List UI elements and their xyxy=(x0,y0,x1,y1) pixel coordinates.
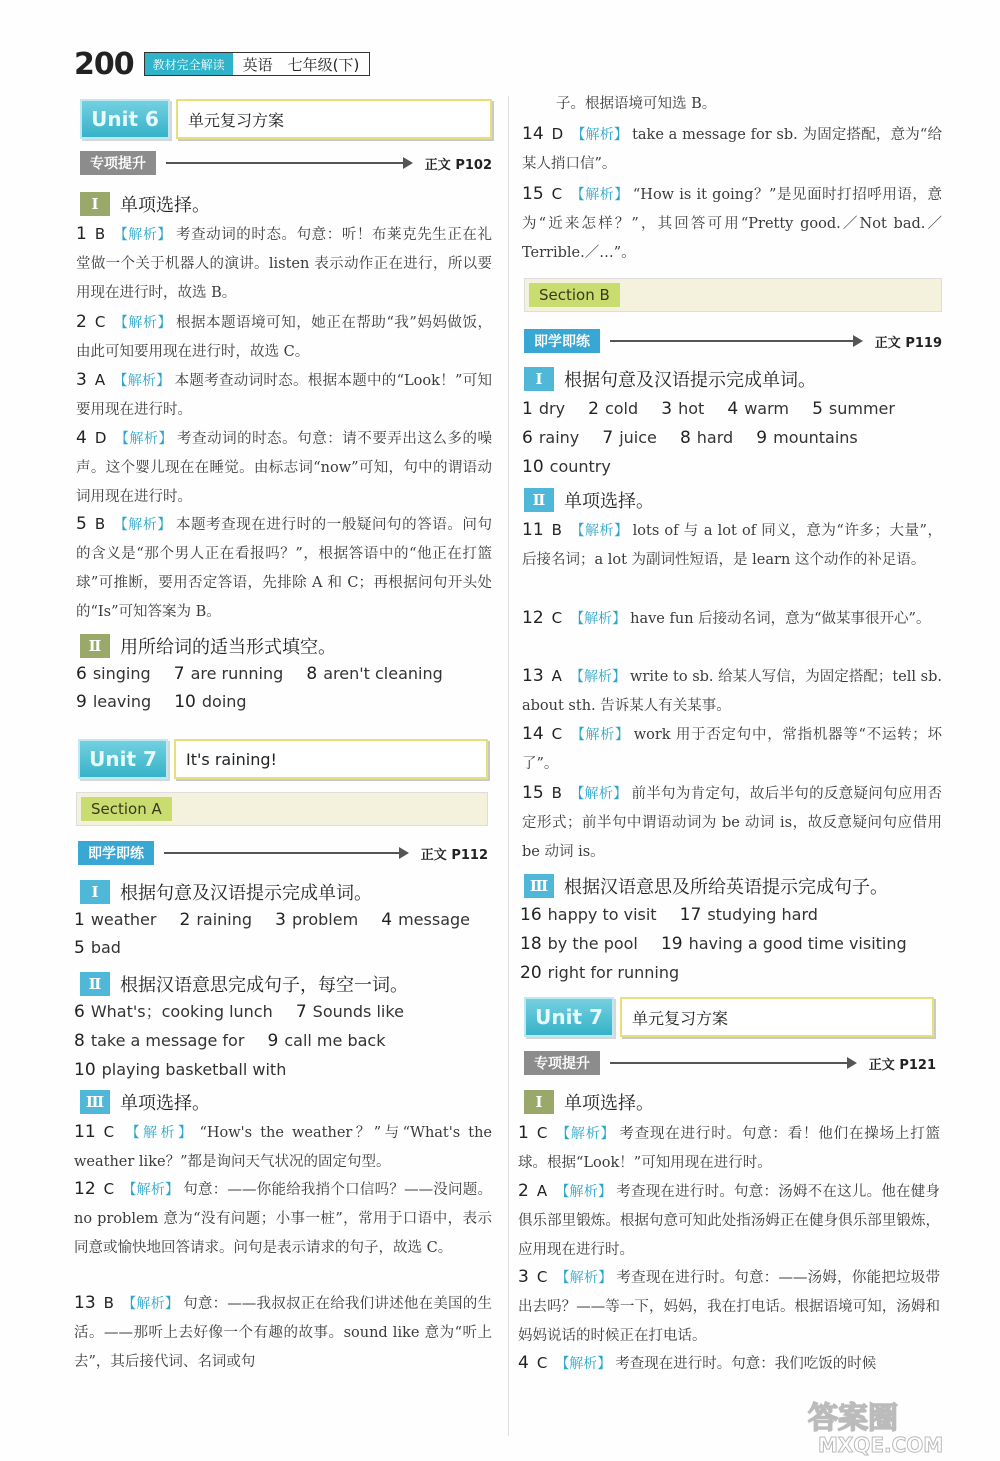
item-answer: A xyxy=(551,667,562,685)
roman-numeral: Ⅱ xyxy=(80,972,110,996)
analysis-label: 【解析】 xyxy=(122,1182,180,1198)
item-number: 6 xyxy=(74,1002,85,1022)
item-answer: C xyxy=(551,609,563,627)
word-answers-row xyxy=(74,906,470,934)
item-text: 句意：——你能给我捎个口信吗？——没问题。no problem 意为“没有问题；小事一桩”，常用于口语中，表示同意或愉快地回答请求。问句是表示请求的句子，故选 C。 xyxy=(74,1182,493,1256)
right-q3-head xyxy=(524,872,888,900)
unit6-tag: Unit 6 xyxy=(80,99,170,139)
answer-value: playing basketball with xyxy=(101,1060,287,1079)
answer-value: country xyxy=(549,457,611,476)
sentence-answers-row xyxy=(520,901,818,929)
answer-item xyxy=(522,779,942,867)
item-answer: C xyxy=(536,1268,548,1286)
unit7-review-heading xyxy=(524,994,934,1040)
item-text: “How's the weather？”与“What's the weather like？”都是询问天气状况的固定句型。 xyxy=(74,1125,493,1170)
answer-value: aren't cleaning xyxy=(323,664,443,683)
answer-item xyxy=(522,662,942,721)
answer-value: cold xyxy=(604,399,639,418)
item-number: 5 xyxy=(812,399,823,419)
item-number: 3 xyxy=(76,370,87,390)
question-title: 根据句意及汉语提示完成单词。 xyxy=(120,883,372,904)
item-number: 3 xyxy=(275,910,286,930)
arrow-line xyxy=(164,852,407,854)
sectionb-sub-tag: 即学即练 xyxy=(524,329,600,353)
unit7-sub-tag: 即学即练 xyxy=(78,841,154,865)
item-text: have fun 后接动名词，意为“做某事很开心”。 xyxy=(630,611,931,627)
unit7-review-subbar xyxy=(524,1050,936,1076)
roman-numeral: Ⅲ xyxy=(524,874,554,898)
answer-item xyxy=(518,1349,940,1379)
item-number: 6 xyxy=(522,428,533,448)
item-number: 19 xyxy=(660,934,683,954)
answer-item xyxy=(518,1263,940,1351)
unit6-page-ref: 正文 P102 xyxy=(424,157,492,173)
answer-item xyxy=(522,604,942,634)
item-answer: D xyxy=(94,429,107,447)
item-text: 前半句为肯定句，故后半句的反意疑问句应用否定形式；前半句中谓语动词为 be 动词 is，故反意疑问句应借用 be 动词 is。 xyxy=(522,786,943,860)
word-answers-row xyxy=(74,934,121,962)
item-number: 18 xyxy=(520,934,542,954)
item-answer: C xyxy=(536,1354,548,1372)
item-number: 9 xyxy=(267,1031,279,1051)
item-number: 16 xyxy=(520,905,542,925)
answer-item xyxy=(76,366,492,425)
unit7-review-tag: Unit 7 xyxy=(524,997,614,1037)
watermark-site: MXQE.COM xyxy=(818,1433,944,1456)
item-text: take a message for sb. 为固定搭配，意为“给某人捎口信”。 xyxy=(522,127,942,172)
item-answer: C xyxy=(551,725,563,743)
item-number: 15 xyxy=(522,184,544,204)
word-answers-row xyxy=(522,453,611,481)
item-number: 13 xyxy=(522,666,544,686)
item-answer: B xyxy=(94,515,106,533)
item-number: 9 xyxy=(76,692,87,712)
item-number: 4 xyxy=(76,428,87,448)
unit6-title: 单元复习方案 xyxy=(176,99,492,139)
item-text: 本题考查现在进行时的一般疑问句的答语。问句的含义是“那个男人正在看报吗？”，根据答语中的“他正在打篮球”可推断，要用否定答语，先排除 A 和 C；再根据问句开头处的“Is”可知答案为 B。 xyxy=(76,517,492,620)
analysis-label: 【解析】 xyxy=(555,1126,616,1142)
question-title: 根据句意及汉语提示完成单词。 xyxy=(564,370,816,391)
fill-answers-row xyxy=(76,660,443,688)
item-number: 7 xyxy=(173,664,185,684)
item-number: 15 xyxy=(522,783,544,803)
answer-value: call me back xyxy=(284,1031,386,1050)
item-number: 7 xyxy=(295,1002,307,1022)
page-number: 200 xyxy=(74,46,134,82)
analysis-label: 【解析】 xyxy=(114,431,174,447)
analysis-label: 【解析】 xyxy=(569,786,628,802)
header-box xyxy=(144,52,371,76)
item-answer: D xyxy=(551,125,564,143)
item-number: 10 xyxy=(174,692,196,712)
answer-value: problem xyxy=(291,910,359,929)
item-answer: C xyxy=(536,1124,548,1142)
unit7-page-ref: 正文 P112 xyxy=(420,847,488,863)
item-text: write to sb. 给某人写信，为固定搭配；tell sb. about sth. 告诉某人有关某事。 xyxy=(522,669,942,714)
item-number: 2 xyxy=(588,399,599,419)
item-number: 13 xyxy=(74,1293,96,1313)
item-text: 考查动词的时态。句意：听！布莱克先生正在礼堂做一个关于机器人的演讲。listen 表示动作正在进行，所以要用现在进行时，故选 B。 xyxy=(76,227,492,301)
answer-value: right for running xyxy=(547,963,680,982)
analysis-label: 【解析】 xyxy=(571,127,629,143)
roman-numeral: Ⅱ xyxy=(524,488,554,512)
sentence-answers-row xyxy=(520,930,907,958)
analysis-label: 【解析】 xyxy=(569,669,626,685)
answer-value: Sounds like xyxy=(312,1002,404,1021)
item-text: lots of 与 a lot of 同义，意为“许多；大量”，后接名词；a lot 为副词性短语，是 learn 这个动作的补足语。 xyxy=(522,523,943,568)
item-text: work 用于否定句中，常指机器等“不运转；坏了”。 xyxy=(522,727,942,772)
item-number: 8 xyxy=(74,1031,85,1051)
item-number: 4 xyxy=(727,399,739,419)
item-number: 1 xyxy=(74,910,85,930)
answer-item xyxy=(74,1289,492,1377)
item-number: 3 xyxy=(518,1267,529,1287)
item-number: 2 xyxy=(179,910,191,930)
roman-numeral: Ⅰ xyxy=(524,1090,554,1114)
item-answer: B xyxy=(94,225,106,243)
section-a-tag: Section A xyxy=(81,797,172,821)
item-answer: C xyxy=(94,313,106,331)
item-number: 2 xyxy=(76,312,87,332)
answer-item xyxy=(76,510,492,627)
answer-value: raining xyxy=(196,910,253,929)
answer-item xyxy=(76,308,492,367)
section-b-bar xyxy=(524,278,942,312)
analysis-label: 【解析】 xyxy=(113,315,172,331)
question-title: 根据汉语意思完成句子，每空一词。 xyxy=(120,975,408,996)
roman-numeral: Ⅲ xyxy=(80,1090,110,1114)
answer-value: singing xyxy=(92,664,151,683)
answer-value: happy to visit xyxy=(547,905,657,924)
analysis-label: 【解析】 xyxy=(121,1296,180,1312)
answer-value: dry xyxy=(538,399,566,418)
answer-value: hot xyxy=(678,399,705,418)
question-title: 单项选择。 xyxy=(564,491,654,512)
column-divider xyxy=(508,96,509,1436)
item-number: 1 xyxy=(76,224,87,244)
answer-value: weather xyxy=(90,910,157,929)
answer-value: having a good time visiting xyxy=(688,934,907,953)
word-answers-row xyxy=(522,395,895,423)
item-number: 4 xyxy=(381,910,393,930)
answer-value: message xyxy=(398,910,470,929)
sentence-answers-row xyxy=(520,959,679,987)
item-number: 14 xyxy=(522,724,544,744)
item-text: 考查现在进行时。句意：看！他们在操场上打篮球。根据“Look！”可知用现在进行时。 xyxy=(518,1126,941,1171)
analysis-label: 【解析】 xyxy=(113,227,172,243)
arrow-line xyxy=(166,162,411,164)
item-number: 12 xyxy=(522,608,544,628)
unit6-sub-tag: 专项提升 xyxy=(80,151,156,175)
unit6-subbar xyxy=(80,150,492,176)
answer-item xyxy=(74,1175,492,1263)
item-text: 本题考查动词时态。根据本题中的“Look！”可知要用现在进行时。 xyxy=(76,373,493,418)
answer-value: bad xyxy=(90,938,121,957)
right-q1-head xyxy=(524,365,816,393)
item-text: 考查现在进行时。句意：我们吃饭的时候 xyxy=(615,1356,877,1372)
item-answer: C xyxy=(103,1180,115,1198)
item-text: 考查现在进行时。句意：——汤姆，你能把垃圾带出去吗？——等一下，妈妈，我在打电话。根据语境可知，汤姆和妈妈说话的时候正在打电话。 xyxy=(518,1270,941,1344)
answer-value: by the pool xyxy=(547,934,638,953)
answer-value: leaving xyxy=(92,692,152,711)
item-answer: C xyxy=(551,185,563,203)
analysis-label: 【解析】 xyxy=(569,523,629,539)
answer-item xyxy=(518,1119,940,1178)
fill-answers-row xyxy=(76,688,247,716)
question-title: 用所给词的适当形式填空。 xyxy=(120,637,336,658)
answer-value: summer xyxy=(828,399,895,418)
item-number: 11 xyxy=(74,1122,96,1142)
item-answer: B xyxy=(551,521,562,539)
analysis-label: 【解析】 xyxy=(555,1270,613,1286)
roman-numeral: Ⅰ xyxy=(524,367,554,391)
item-number: 3 xyxy=(661,399,673,419)
analysis-label: 【解析】 xyxy=(555,1356,612,1372)
item-number: 8 xyxy=(306,664,318,684)
answer-item xyxy=(76,424,492,512)
answer-value: hard xyxy=(696,428,734,447)
answer-item xyxy=(76,220,492,308)
unit7-heading xyxy=(78,736,488,782)
sectionb-subbar xyxy=(524,328,942,354)
sentence-answers-row xyxy=(74,1027,385,1055)
answer-value: warm xyxy=(744,399,789,418)
analysis-label: 【解析】 xyxy=(122,1125,196,1141)
unit7-q1-head xyxy=(80,878,372,906)
item-number: 12 xyxy=(74,1179,96,1199)
question-title: 单项选择。 xyxy=(120,195,210,216)
arrow-line xyxy=(610,1062,855,1064)
item-number: 5 xyxy=(74,938,85,958)
analysis-label: 【解析】 xyxy=(570,187,629,203)
item-text: 考查动词的时态。句意：请不要弄出这么多的噪声。这个婴儿现在在睡觉。由标志词“now”可知，句中的谓语动词用现在进行时。 xyxy=(76,431,493,505)
item-text: 考查现在进行时。句意：汤姆不在这儿。他在健身俱乐部里锻炼。根据句意可知此处指汤姆正在健身俱乐部里锻炼，应用现在进行时。 xyxy=(518,1184,941,1258)
right-q4-head xyxy=(524,1088,654,1116)
answer-value: take a message for xyxy=(90,1031,245,1050)
item-number: 8 xyxy=(679,428,691,448)
item-number: 9 xyxy=(756,428,768,448)
sentence-answers-row xyxy=(74,1056,286,1084)
answer-value: juice xyxy=(619,428,657,447)
arrow-line xyxy=(610,340,861,342)
answer-value: doing xyxy=(201,692,247,711)
unit7-q3-head xyxy=(80,1088,210,1116)
item-number: 7 xyxy=(602,428,614,448)
analysis-label: 【解析】 xyxy=(113,517,172,533)
item-text: 根据本题语境可知，她正在帮助“我”妈妈做饭，由此可知要用现在进行时，故选 C。 xyxy=(76,315,493,360)
analysis-label: 【解析】 xyxy=(555,1184,613,1200)
answer-item xyxy=(518,1177,940,1265)
item-number: 20 xyxy=(520,963,542,983)
item-number: 6 xyxy=(76,664,87,684)
answer-item xyxy=(522,120,942,179)
continued-text: 子。根据语境可知选 B。 xyxy=(556,96,717,112)
item-number: 4 xyxy=(518,1353,529,1373)
answer-item xyxy=(522,720,942,779)
word-answers-row xyxy=(522,424,858,452)
unit7-q2-head xyxy=(80,970,408,998)
item-answer: C xyxy=(103,1123,115,1141)
answer-value: mountains xyxy=(773,428,858,447)
answer-item xyxy=(522,180,942,268)
item-number: 14 xyxy=(522,124,544,144)
unit7-subbar xyxy=(78,840,488,866)
answer-item xyxy=(522,516,942,575)
unit7-title: It's raining! xyxy=(174,739,488,779)
right-q2-head xyxy=(524,486,654,514)
unit7-review-title: 单元复习方案 xyxy=(620,997,934,1037)
item-number: 5 xyxy=(76,514,87,534)
item-text: “How is it going？”是见面时打招呼用语，意为“近来怎样？”，其回答可用“Pretty good.／Not bad.／Terrible.／…”。 xyxy=(522,187,942,261)
item-number: 1 xyxy=(522,399,533,419)
brand-label: 教材完全解读 xyxy=(145,53,233,75)
item-number: 1 xyxy=(518,1123,529,1143)
page-header xyxy=(74,44,370,84)
item-number: 10 xyxy=(74,1060,96,1080)
item-answer: B xyxy=(103,1294,114,1312)
question-title: 单项选择。 xyxy=(120,1093,210,1114)
answer-value: What's；cooking lunch xyxy=(90,1002,273,1021)
item-answer: B xyxy=(551,784,562,802)
sectionb-page-ref: 正文 P119 xyxy=(874,335,942,351)
unit7-tag: Unit 7 xyxy=(78,739,168,779)
item-number: 2 xyxy=(518,1181,529,1201)
item-answer: A xyxy=(536,1182,548,1200)
sentence-answers-row xyxy=(74,998,404,1026)
section-a-bar xyxy=(76,792,488,826)
answer-value: studying hard xyxy=(707,905,818,924)
unit6-heading xyxy=(80,96,492,142)
section-b-tag: Section B xyxy=(529,283,620,307)
item-number: 10 xyxy=(522,457,544,477)
watermark-text: 答案圈 xyxy=(808,1401,898,1436)
roman-numeral: Ⅰ xyxy=(80,880,110,904)
question-title: 单项选择。 xyxy=(564,1093,654,1114)
analysis-label: 【解析】 xyxy=(113,373,171,389)
roman-numeral: Ⅰ xyxy=(80,192,110,216)
item-answer: A xyxy=(94,371,106,389)
unit6-q1-head xyxy=(80,190,210,218)
roman-numeral: Ⅱ xyxy=(80,634,110,658)
watermark-logo xyxy=(798,1398,978,1456)
answer-value: are running xyxy=(190,664,284,683)
analysis-label: 【解析】 xyxy=(570,727,630,743)
unit7-review-sub-tag: 专项提升 xyxy=(524,1051,600,1075)
analysis-label: 【解析】 xyxy=(570,611,627,627)
unit7-review-page-ref: 正文 P121 xyxy=(868,1057,936,1073)
item-number: 17 xyxy=(679,905,702,925)
item-number: 11 xyxy=(522,520,544,540)
unit6-q2-head xyxy=(80,632,336,660)
answer-item xyxy=(74,1118,492,1177)
question-title: 根据汉语意思及所给英语提示完成句子。 xyxy=(564,877,888,898)
subject-label: 英语 七年级(下) xyxy=(242,55,360,74)
item-text: 句意：——我叔叔正在给我们讲述他在美国的生活。——那听上去好像一个有趣的故事。sound like 意为“听上去”，其后接代词、名词或句 xyxy=(74,1296,493,1370)
answer-value: rainy xyxy=(538,428,580,447)
